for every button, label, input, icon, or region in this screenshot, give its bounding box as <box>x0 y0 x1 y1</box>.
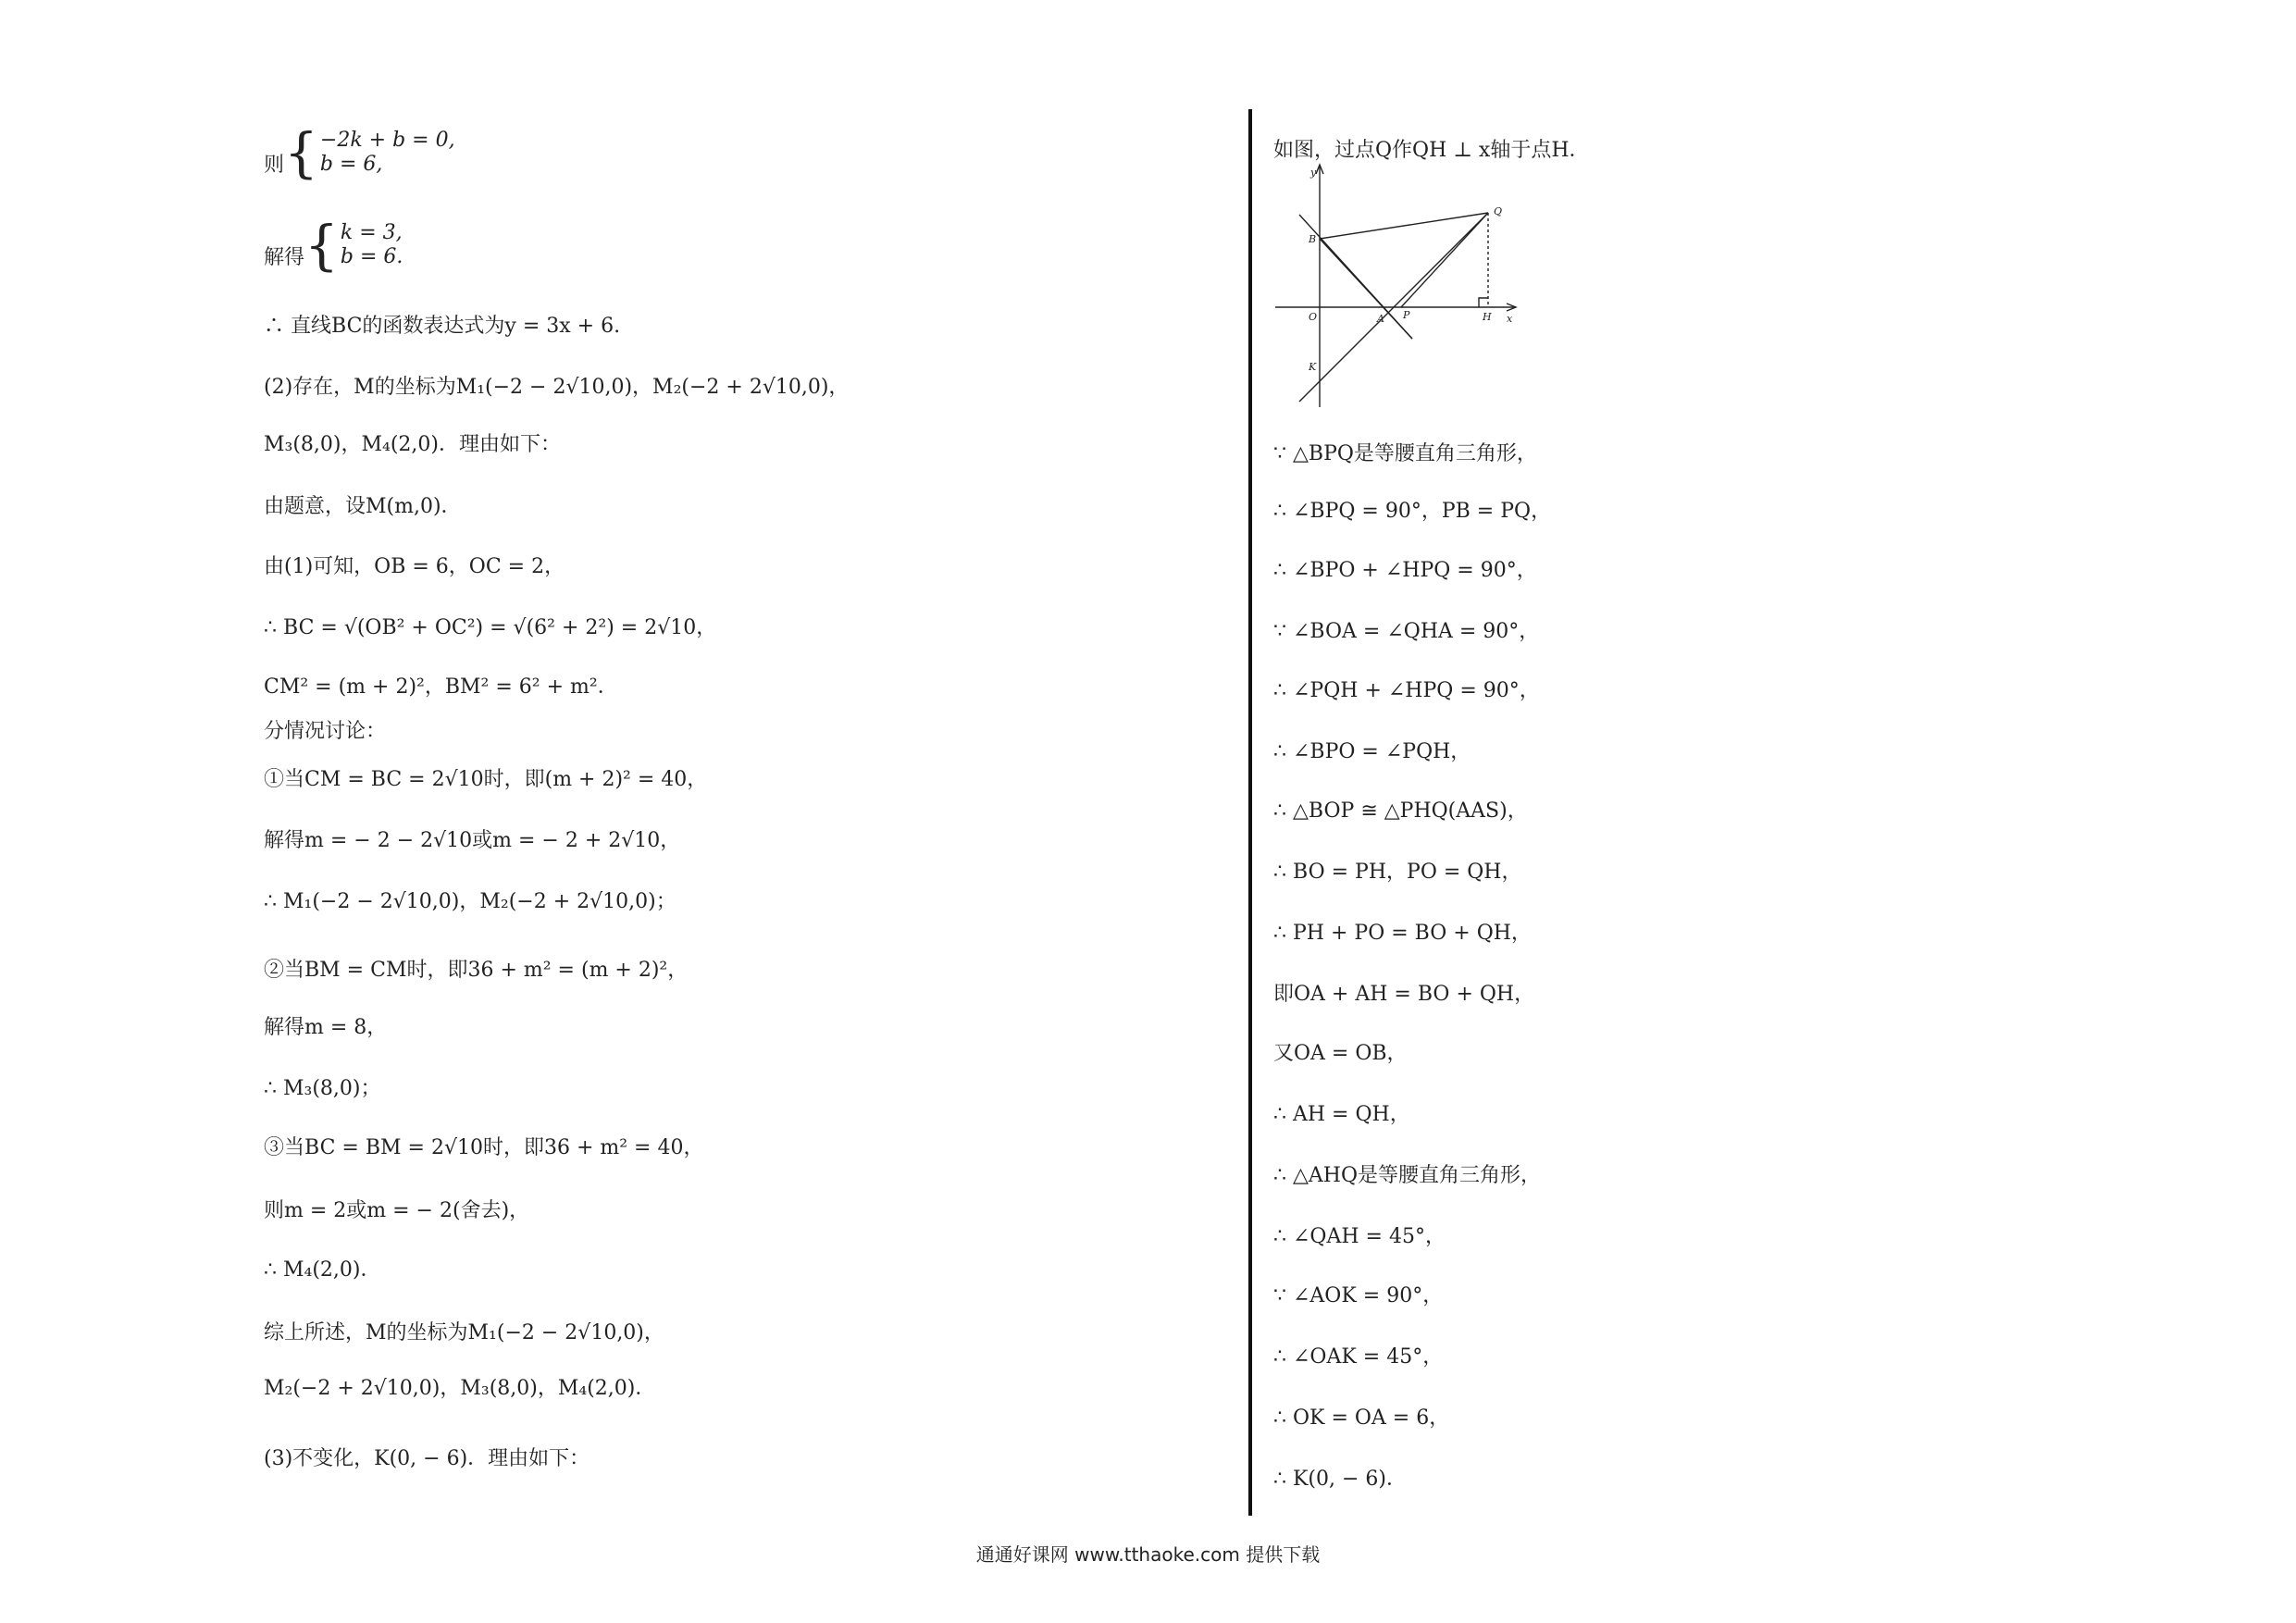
label-b: B <box>1309 233 1317 245</box>
brace-icon: { <box>284 121 318 184</box>
label-p: P <box>1403 309 1410 321</box>
footer-credit: 通通好课网 www.tthaoke.com 提供下载 <box>975 1543 1321 1566</box>
text-line: 分情况讨论： <box>264 720 387 743</box>
text-line: (2)存在，M的坐标为M₁(−2 − 2√10,0)，M₂(−2 + 2√10,0)， <box>264 376 850 399</box>
text-line: 即OA + AH = BO + QH， <box>1273 983 1535 1006</box>
label-q: Q <box>1494 205 1503 217</box>
equation-line: b = 6, <box>319 153 383 176</box>
text-line: ∴ △BOP ≅ △PHQ(AAS)， <box>1273 799 1528 823</box>
right-angle-mark <box>1479 298 1488 307</box>
text-line: ∴ K(0, − 6)． <box>1273 1468 1407 1491</box>
text-line: ②当BM = CM时，即36 + m² = (m + 2)²， <box>264 959 689 982</box>
text-line: M₃(8,0)，M₄(2,0)．理由如下： <box>264 433 561 456</box>
text-line: CM² = (m + 2)²，BM² = 6² + m²． <box>264 675 618 699</box>
text-line: ∴ BC = √(OB² + OC²) = √(6² + 2²) = 2√10， <box>264 616 717 639</box>
equation-line: k = 3, <box>340 221 403 244</box>
label-a: A <box>1377 313 1384 325</box>
text-line: ①当CM = BC = 2√10时，即(m + 2)² = 40， <box>264 768 708 791</box>
text-line: 由题意，设M(m,0)． <box>264 495 462 518</box>
prefix-jiede: 解得 <box>264 246 305 269</box>
text-line: 解得m = − 2 − 2√10或m = − 2 + 2√10， <box>264 829 681 852</box>
label-y: y <box>1310 167 1317 179</box>
text-line: 由(1)可知，OB = 6，OC = 2， <box>264 555 565 578</box>
text-line: ∵ ∠BOA = ∠QHA = 90°， <box>1273 620 1540 643</box>
text-line: 综上所述，M的坐标为M₁(−2 − 2√10,0)， <box>264 1321 664 1344</box>
text-line: ∴ ∠QAH = 45°， <box>1273 1225 1446 1248</box>
text-line: (3)不变化，K(0, − 6)．理由如下： <box>264 1447 590 1470</box>
label-o: O <box>1309 311 1318 323</box>
text-line: ∴ ∠BPO = ∠PQH， <box>1273 740 1471 763</box>
text-line: ∴ ∠OAK = 45°， <box>1273 1345 1444 1369</box>
segment-pq <box>1401 213 1488 307</box>
label-x: x <box>1507 313 1513 325</box>
text-line: ∴ M₄(2,0)． <box>264 1258 381 1282</box>
geometry-figure <box>1273 163 1542 413</box>
text-line: ∵ △BPQ是等腰直角三角形， <box>1273 442 1537 465</box>
label-h: H <box>1483 311 1492 323</box>
equation-line: b = 6. <box>340 245 403 268</box>
text-line: ③当BC = BM = 2√10时，即36 + m² = 40， <box>264 1136 704 1159</box>
column-divider <box>1248 109 1252 1516</box>
text-line: ∴ OK = OA = 6， <box>1273 1406 1450 1430</box>
text-line: 解得m = 8， <box>264 1016 388 1039</box>
brace-icon: { <box>304 214 339 277</box>
text-line: ∴ ∠BPQ = 90°，PB = PQ， <box>1273 500 1552 523</box>
text-line: 如图，过点Q作QH ⊥ x轴于点H． <box>1273 139 1590 162</box>
text-line: M₂(−2 + 2√10,0)，M₃(8,0)，M₄(2,0)． <box>264 1377 656 1400</box>
text-line: ∴ M₁(−2 − 2√10,0)，M₂(−2 + 2√10,0)； <box>264 890 676 913</box>
label-k: K <box>1309 361 1317 373</box>
text-line: ∴ PH + PO = BO + QH， <box>1273 922 1532 945</box>
text-line: ∴ ∠PQH + ∠HPQ = 90°， <box>1273 679 1540 702</box>
text-line: ∴ AH = QH， <box>1273 1103 1410 1126</box>
equation-line: −2k + b = 0, <box>319 129 455 152</box>
prefix-ze: 则 <box>264 154 285 177</box>
line-bk-extension <box>1320 239 1412 339</box>
system-solution <box>264 214 403 277</box>
text-line: 则m = 2或m = − 2(舍去)， <box>264 1199 530 1222</box>
text-line: ∵ ∠AOK = 90°， <box>1273 1284 1444 1307</box>
text-line: ∴ ∠BPO + ∠HPQ = 90°， <box>1273 559 1537 582</box>
system-equation-1 <box>264 121 455 184</box>
text-line: ∴ M₃(8,0)； <box>264 1077 381 1100</box>
text-line: ∴ △AHQ是等腰直角三角形， <box>1273 1164 1542 1187</box>
segment-bq <box>1320 213 1488 239</box>
text-line: ∴ BO = PH，PO = QH， <box>1273 861 1522 884</box>
text-line: ∴ 直线BC的函数表达式为y = 3x + 6. <box>264 315 621 338</box>
text-line: 又OA = OB， <box>1273 1042 1408 1065</box>
